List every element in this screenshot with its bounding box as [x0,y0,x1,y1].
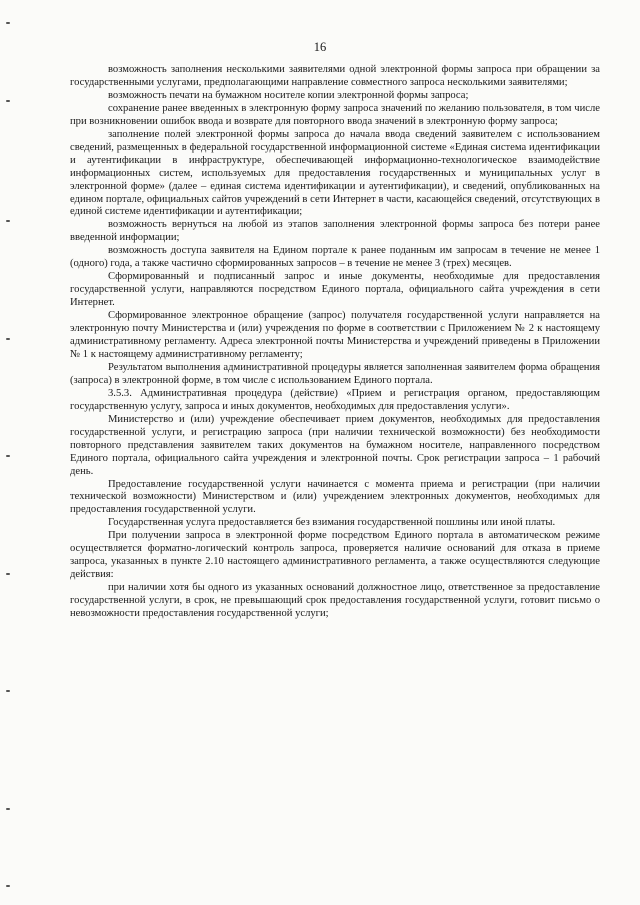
margin-mark [6,338,10,340]
paragraph: при наличии хотя бы одного из указанных оснований должностное лицо, ответственное за предоставление государственной услуги, в срок, не превышающий срок предоставления государственной услуги, готовит письмо о невозможности предоставления государственной услуги; [70,582,600,620]
paragraph: Результатом выполнения административной процедуры является заполненная заявителем форма обращения (запроса) в электронной форме, в том числе с использованием Единого портала. [70,361,600,386]
margin-mark [6,690,10,692]
paragraph: возможность доступа заявителя на Едином портале к ранее поданным им запросам в течение не менее 1 (одного) года, а также частично сформированных запросов – в течение не менее 3 (трех) месяцев. [70,245,600,270]
paragraph: возможность заполнения несколькими заявителями одной электронной формы запроса при обращении за государственными услугами, предполагающими направление совместного запроса несколькими заявителями; [70,64,600,88]
body-text [70,64,600,621]
margin-mark [6,220,10,222]
margin-mark [6,455,10,457]
paragraph: заполнение полей электронной формы запроса до начала ввода сведений заявителем с использованием сведений, размещенных в федеральной государственной информационной системе «Единая система идентификации и аутентификации в инфраструктуре, обеспечивающей информационно-технологическое взаимодействие информационных систем, используемых для предоставления государственных и муниципальных услуг в электронной форме» (далее – единая система идентификации и аутентификации), и сведений, опубликованных на едином портале, официальных сайтов учреждений в сети Интернет в части, касающейся сведений, отсутствующих в единой системе идентификации и аутентификации; [70,128,600,218]
page-number: 16 [313,40,327,54]
margin-mark [6,808,10,810]
paragraph: сохранение ранее введенных в электронную форму запроса значений по желанию пользователя, в том числе при возникновении ошибок ввода и возврате для повторного ввода значений в электронную форму запроса; [70,102,600,127]
paragraph: Предоставление государственной услуги начинается с момента приема и регистрации (при наличии технической возможности) Министерством и (или) учреждением электронных документов, необходимых для предоставления государственной услуги. [70,478,600,516]
paragraph: Сформированный и подписанный запрос и иные документы, необходимые для предоставления государственной услуги, направляются посредством Единого портала, официального сайта учреждения в сети Интернет. [70,271,600,309]
paragraph: 3.5.3. Административная процедура (действие) «Прием и регистрация органом, предоставляющим государственную услугу, запроса и иных документов, необходимых для предоставления услуги». [70,387,600,412]
margin-mark [6,100,10,102]
paragraph: Министерство и (или) учреждение обеспечивает прием документов, необходимых для предоставления государственной услуги, и регистрацию запроса (при наличии технической возможности) без необходимости повторного представления заявителем таких документов на бумажном носителе, направленного посредством Единого портала, официального сайта учреждения и электронной почты. Срок регистрации запроса – 1 рабочий день. [70,413,600,477]
paragraph: возможность вернуться на любой из этапов заполнения электронной формы запроса без потери ранее введенной информации; [70,219,600,244]
paragraph: возможность печати на бумажном носителе копии электронной формы запроса; [108,89,469,101]
paragraph: Сформированное электронное обращение (запрос) получателя государственной услуги направляется на электронную почту Министерства и (или) учреждения по форме в соответствии с Приложением № 2 к настоящему административному регламенту. Адреса электронной почты Министерства и учреждений приведены в Приложении № 1 к настоящему административному регламенту; [70,310,600,360]
margin-mark [6,573,10,575]
paragraph: При получении запроса в электронной форме посредством Единого портала в автоматическом режиме осуществляется форматно-логический контроль запроса, проверяется наличие оснований для отказа в приеме запроса, указанных в пункте 2.10 настоящего административного регламента, а также осуществляются следующие действия: [70,530,600,581]
margin-mark [6,22,10,24]
margin-mark [6,885,10,887]
paragraph: Государственная услуга предоставляется без взимания государственной пошлины или иной платы. [108,517,556,529]
